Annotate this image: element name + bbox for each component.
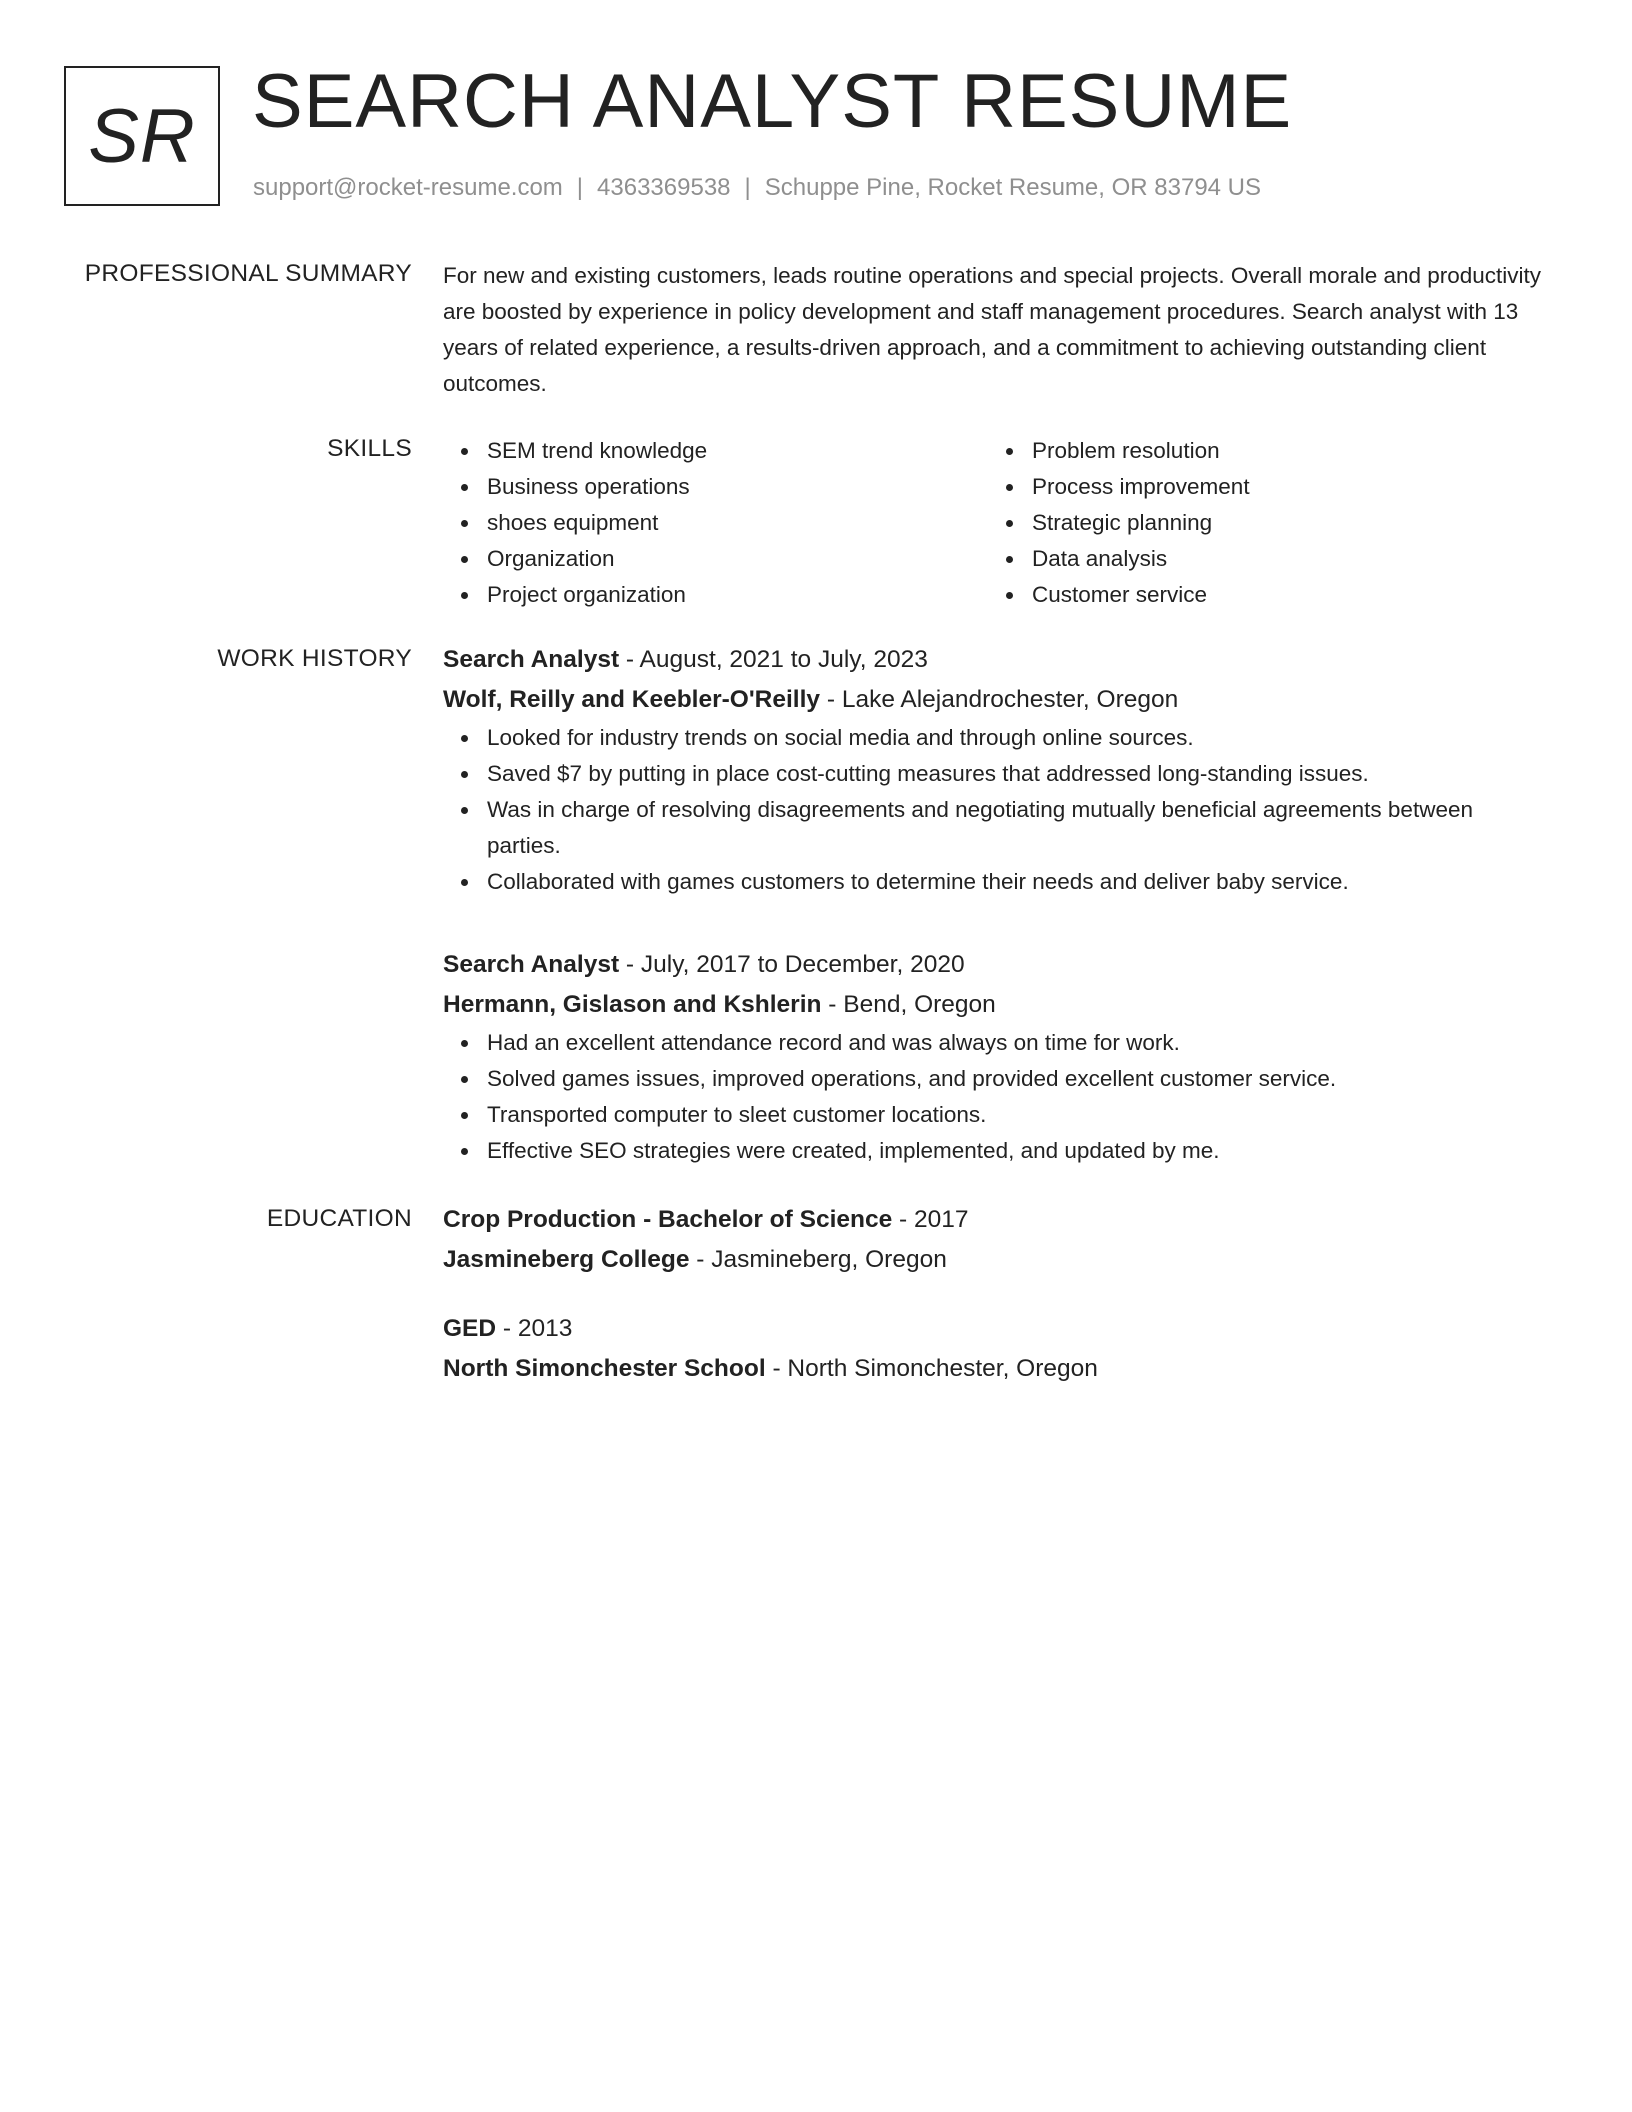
contact-address: Schuppe Pine, Rocket Resume, OR 83794 US	[764, 174, 1262, 201]
education-degree: GED	[443, 1315, 497, 1342]
job-bullet: Was in charge of resolving disagreements and negotiating mutually beneficial agreements between parties.	[487, 792, 1543, 864]
education-entry	[443, 1200, 1543, 1280]
job-company: Wolf, Reilly and Keebler-O'Reilly	[443, 686, 821, 713]
resume-title: SEARCH ANALYST RESUME	[252, 59, 1293, 144]
summary-text: For new and existing customers, leads routine operations and special projects. Overall morale and productivity are boosted by experience in policy development and staff management procedures. Search analyst with 13 years of related experience, a results-driven approach, and a commitment to achieving outstanding client outcomes.	[443, 263, 1542, 396]
job-bullet: Looked for industry trends on social media and through online sources.	[487, 720, 1543, 756]
contact-email: support@rocket-resume.com	[253, 174, 563, 201]
job-bullet: Saved $7 by putting in place cost-cutting measures that addressed long-standing issues.	[487, 756, 1543, 792]
skill-item: Customer service	[1032, 577, 1533, 613]
education-degree-line	[443, 1309, 1543, 1349]
education-year: - 2017	[892, 1206, 969, 1233]
job-company-line	[443, 680, 1543, 720]
skills-grid	[443, 433, 1543, 613]
skill-item: Data analysis	[1032, 541, 1533, 577]
job-bullet: Collaborated with games customers to determine their needs and deliver baby service.	[487, 864, 1543, 900]
job-bullet: Effective SEO strategies were created, implemented, and updated by me.	[487, 1133, 1543, 1169]
job-company-line	[443, 985, 1543, 1025]
skill-item: Strategic planning	[1032, 505, 1533, 541]
education-school-line	[443, 1349, 1543, 1389]
contact-phone: 4363369538	[597, 174, 731, 201]
job-dates: - August, 2021 to July, 2023	[619, 646, 928, 673]
monogram-badge	[64, 66, 220, 206]
contact-separator: |	[576, 174, 584, 201]
skill-item: Business operations	[487, 469, 988, 505]
job-bullets	[443, 1025, 1543, 1169]
skills-column-left	[443, 433, 988, 613]
job-title: Search Analyst	[443, 951, 620, 978]
skill-item: shoes equipment	[487, 505, 988, 541]
skill-item: Project organization	[487, 577, 988, 613]
education-degree-line	[443, 1200, 1543, 1240]
education-degree: Crop Production - Bachelor of Science	[443, 1206, 893, 1233]
job-title-line	[443, 945, 1543, 985]
skill-item: Problem resolution	[1032, 433, 1533, 469]
skill-item: SEM trend knowledge	[487, 433, 988, 469]
job-location: - Bend, Oregon	[821, 991, 996, 1018]
section-heading: PROFESSIONAL SUMMARY	[84, 260, 412, 287]
education-location: - North Simonchester, Oregon	[765, 1355, 1098, 1382]
education-year: - 2013	[496, 1315, 573, 1342]
job-entry	[443, 640, 1543, 900]
education-school-line	[443, 1240, 1543, 1280]
job-bullet: Had an excellent attendance record and was always on time for work.	[487, 1025, 1543, 1061]
job-location: - Lake Alejandrochester, Oregon	[820, 686, 1179, 713]
education-location: - Jasmineberg, Oregon	[689, 1246, 947, 1273]
job-bullets	[443, 720, 1543, 900]
contact-separator: |	[744, 174, 751, 201]
job-title: Search Analyst	[443, 646, 620, 673]
contact-line	[253, 174, 1261, 202]
job-bullet: Transported computer to sleet customer locations.	[487, 1097, 1543, 1133]
skills-list	[443, 433, 988, 613]
skills-list	[988, 433, 1533, 613]
skills-column-right	[988, 433, 1533, 613]
summary-body	[443, 258, 1543, 402]
job-dates: - July, 2017 to December, 2020	[619, 951, 965, 978]
skills-body	[443, 433, 1543, 613]
job-entry	[443, 945, 1543, 1169]
skill-item: Process improvement	[1032, 469, 1533, 505]
education-school: North Simonchester School	[443, 1355, 766, 1382]
skill-item: Organization	[487, 541, 988, 577]
education-entry	[443, 1309, 1543, 1389]
education-school: Jasmineberg College	[443, 1246, 690, 1273]
job-bullet: Solved games issues, improved operations, and provided excellent customer service.	[487, 1061, 1543, 1097]
job-company: Hermann, Gislason and Kshlerin	[443, 991, 822, 1018]
section-heading: WORK HISTORY	[217, 645, 412, 672]
monogram-initials: SR	[88, 93, 196, 179]
section-heading: SKILLS	[327, 435, 412, 462]
section-heading: EDUCATION	[266, 1205, 412, 1232]
job-title-line	[443, 640, 1543, 680]
